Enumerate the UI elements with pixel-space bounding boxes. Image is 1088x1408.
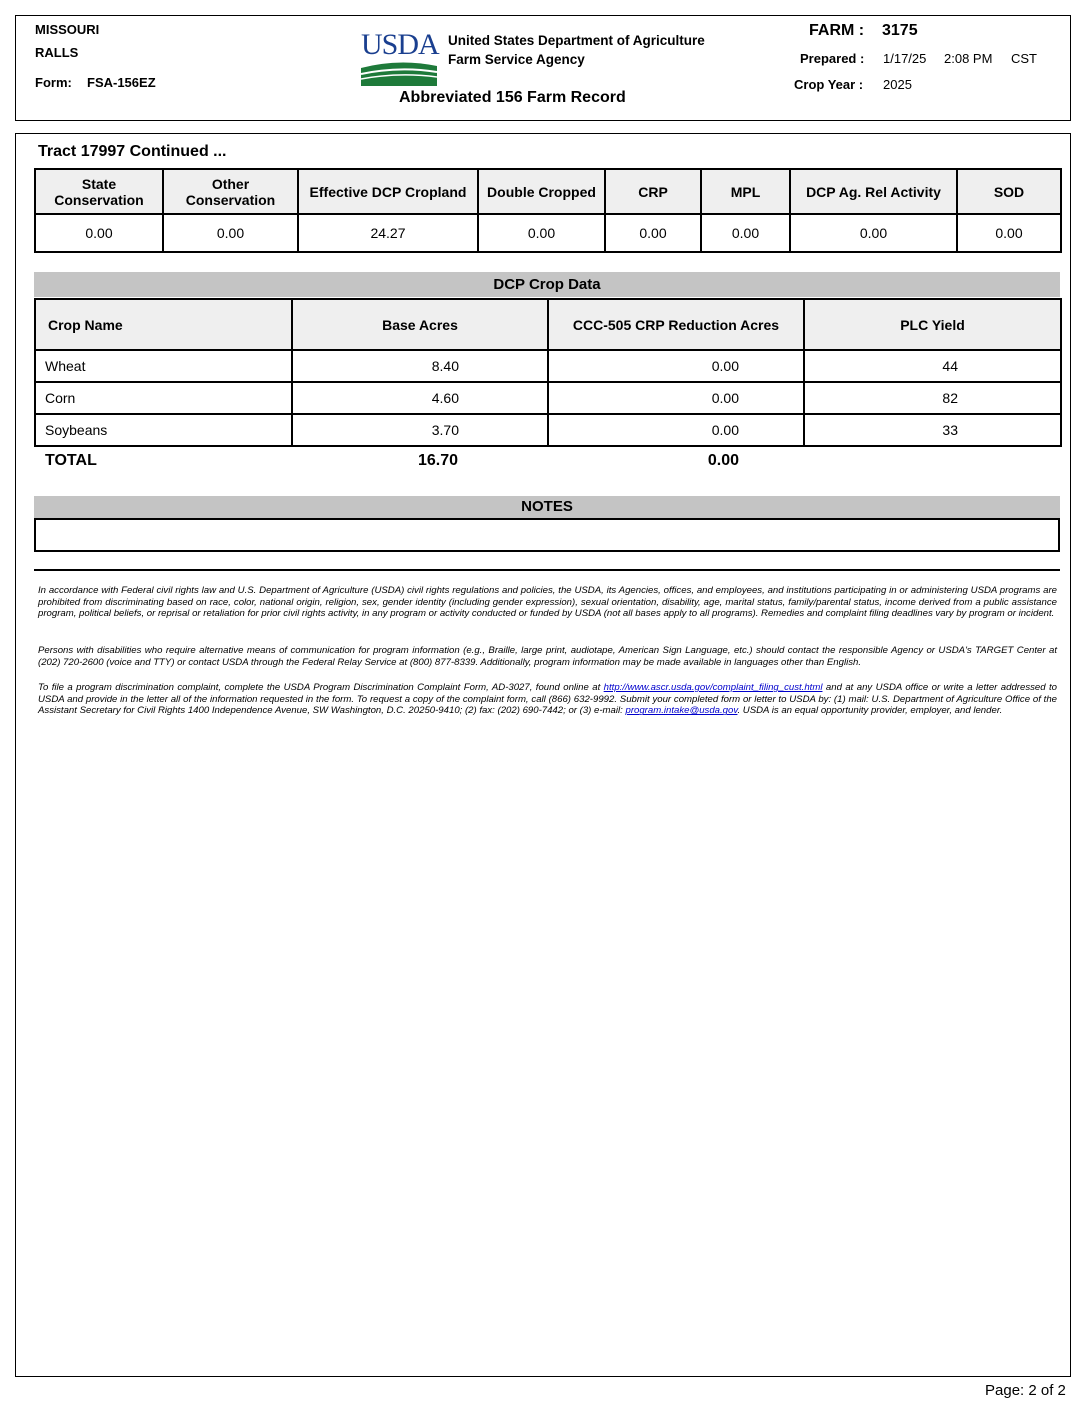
form-label: Form:	[35, 75, 72, 90]
dcp-section-title: DCP Crop Data	[34, 272, 1060, 297]
usda-logo	[361, 30, 437, 86]
prepared-label: Prepared :	[800, 51, 865, 66]
program-intake-email-link[interactable]: program.intake@usda.gov	[625, 705, 738, 717]
table-cell: 0.00	[701, 214, 790, 252]
crp-reduction-cell: 0.00	[548, 350, 804, 382]
column-header: Double Cropped	[478, 169, 605, 214]
divider	[34, 569, 1060, 571]
notes-box	[34, 518, 1060, 552]
farm-number: 3175	[882, 22, 918, 39]
page-number: Page: 2 of 2	[985, 1382, 1066, 1399]
crop-name-cell: Corn	[35, 382, 292, 414]
base-acres-cell: 3.70	[292, 414, 548, 446]
column-header: Crop Name	[35, 299, 292, 350]
crop-name-cell: Soybeans	[35, 414, 292, 446]
column-header: State Conservation	[35, 169, 163, 214]
dcp-crop-table	[34, 298, 1062, 447]
department-name: United States Department of Agriculture	[448, 33, 705, 48]
total-crp-reduction: 0.00	[707, 452, 739, 469]
county-name: RALLS	[35, 45, 79, 60]
column-header: Base Acres	[292, 299, 548, 350]
table-cell: 0.00	[163, 214, 298, 252]
table-cell: 0.00	[35, 214, 163, 252]
table-cell: 0.00	[478, 214, 605, 252]
notes-title: NOTES	[34, 496, 1060, 518]
usda-logo-hills-icon	[361, 60, 437, 86]
tract-title: Tract 17997 Continued ...	[38, 143, 227, 160]
column-header: Effective DCP Cropland	[298, 169, 478, 214]
farm-label: FARM :	[809, 22, 865, 39]
table-row	[35, 414, 1061, 446]
table-header-row	[35, 299, 1061, 350]
usda-logo-text: USDA	[361, 28, 439, 61]
plc-yield-cell: 82	[804, 382, 1061, 414]
state-name: MISSOURI	[35, 22, 100, 37]
prepared-date: 1/17/25	[883, 51, 927, 66]
agency-name: Farm Service Agency	[448, 52, 585, 67]
plc-yield-cell: 44	[804, 350, 1061, 382]
civil-rights-statement: In accordance with Federal civil rights law and U.S. Department of Agriculture (USDA) civil rights regulations and policies, the USDA, its Agencies, offices, and employees, and institutions participating in or administering USDA programs are prohibited from discriminating based on race, color, national origin, religion, sex, gender identity (including gender expression), sexual orientation, disability, age, marital status, family/parental status, income derived from a public assistance program, political beliefs, or reprisal or retaliation for prior civil rights activity, in any program or activity conducted or funded by USDA (not all bases apply to all programs). Remedies and complaint filing deadlines vary by program or incident.	[38, 585, 1057, 620]
complaint-text: and at any USDA office or write a letter addressed to USDA and provide in the letter all of the information requested in the form. To request a copy of the complaint form, call (866) 632-9992. Submit your completed form or letter to USDA by: (1) mail: U.S. Department of Agriculture Office of the Assistant Secretary for Civil Rights 1400 Independence Avenue, SW Washington, D.C. 20250-9410; (2) fax: (202) 690-7442; or (3) e-mail:	[38, 682, 1057, 717]
base-acres-cell: 4.60	[292, 382, 548, 414]
complaint-form-link[interactable]: http://www.ascr.usda.gov/complaint_filing_cust.html	[603, 682, 823, 693]
tract-summary-table	[34, 168, 1062, 253]
column-header: CRP	[605, 169, 701, 214]
crop-name-cell: Wheat	[35, 350, 292, 382]
disabilities-statement: Persons with disabilities who require alternative means of communication for program information (e.g., Braille, large print, audiotape, American Sign Language, etc.) should contact the responsible Agency or USDA's TARGET Center at (202) 720-2600 (voice and TTY) or contact USDA through the Federal Relay Service at (800) 877-8339. Additionally, program information may be made available in languages other than English.	[38, 645, 1057, 668]
complaint-text: . USDA is an equal opportunity provider, employer, and lender.	[737, 705, 1003, 717]
column-header: SOD	[957, 169, 1061, 214]
table-row	[35, 214, 1061, 252]
crp-reduction-cell: 0.00	[548, 382, 804, 414]
base-acres-cell: 8.40	[292, 350, 548, 382]
table-row	[35, 382, 1061, 414]
crop-year: 2025	[883, 77, 912, 92]
table-cell: 0.00	[605, 214, 701, 252]
column-header: PLC Yield	[804, 299, 1061, 350]
column-header: CCC-505 CRP Reduction Acres	[548, 299, 804, 350]
column-header: MPL	[701, 169, 790, 214]
prepared-time: 2:08 PM	[944, 51, 993, 66]
table-cell: 24.27	[298, 214, 478, 252]
form-header	[15, 15, 1071, 121]
document-title: Abbreviated 156 Farm Record	[399, 89, 626, 106]
total-label: TOTAL	[45, 452, 97, 469]
table-row	[35, 350, 1061, 382]
plc-yield-cell: 33	[804, 414, 1061, 446]
complaint-text: To file a program discrimination complaint, complete the USDA Program Discrimination Complaint Form, AD-3027, found online at	[38, 682, 604, 693]
column-header: DCP Ag. Rel Activity	[790, 169, 957, 214]
table-header-row	[35, 169, 1061, 214]
column-header: Other Conservation	[163, 169, 298, 214]
form-id: FSA-156EZ	[87, 75, 156, 90]
crop-year-label: Crop Year :	[794, 77, 864, 92]
crp-reduction-cell: 0.00	[548, 414, 804, 446]
table-cell: 0.00	[957, 214, 1061, 252]
prepared-timezone: CST	[1011, 51, 1037, 66]
complaint-statement	[38, 682, 1057, 717]
total-base-acres: 16.70	[417, 452, 458, 469]
table-cell: 0.00	[790, 214, 957, 252]
